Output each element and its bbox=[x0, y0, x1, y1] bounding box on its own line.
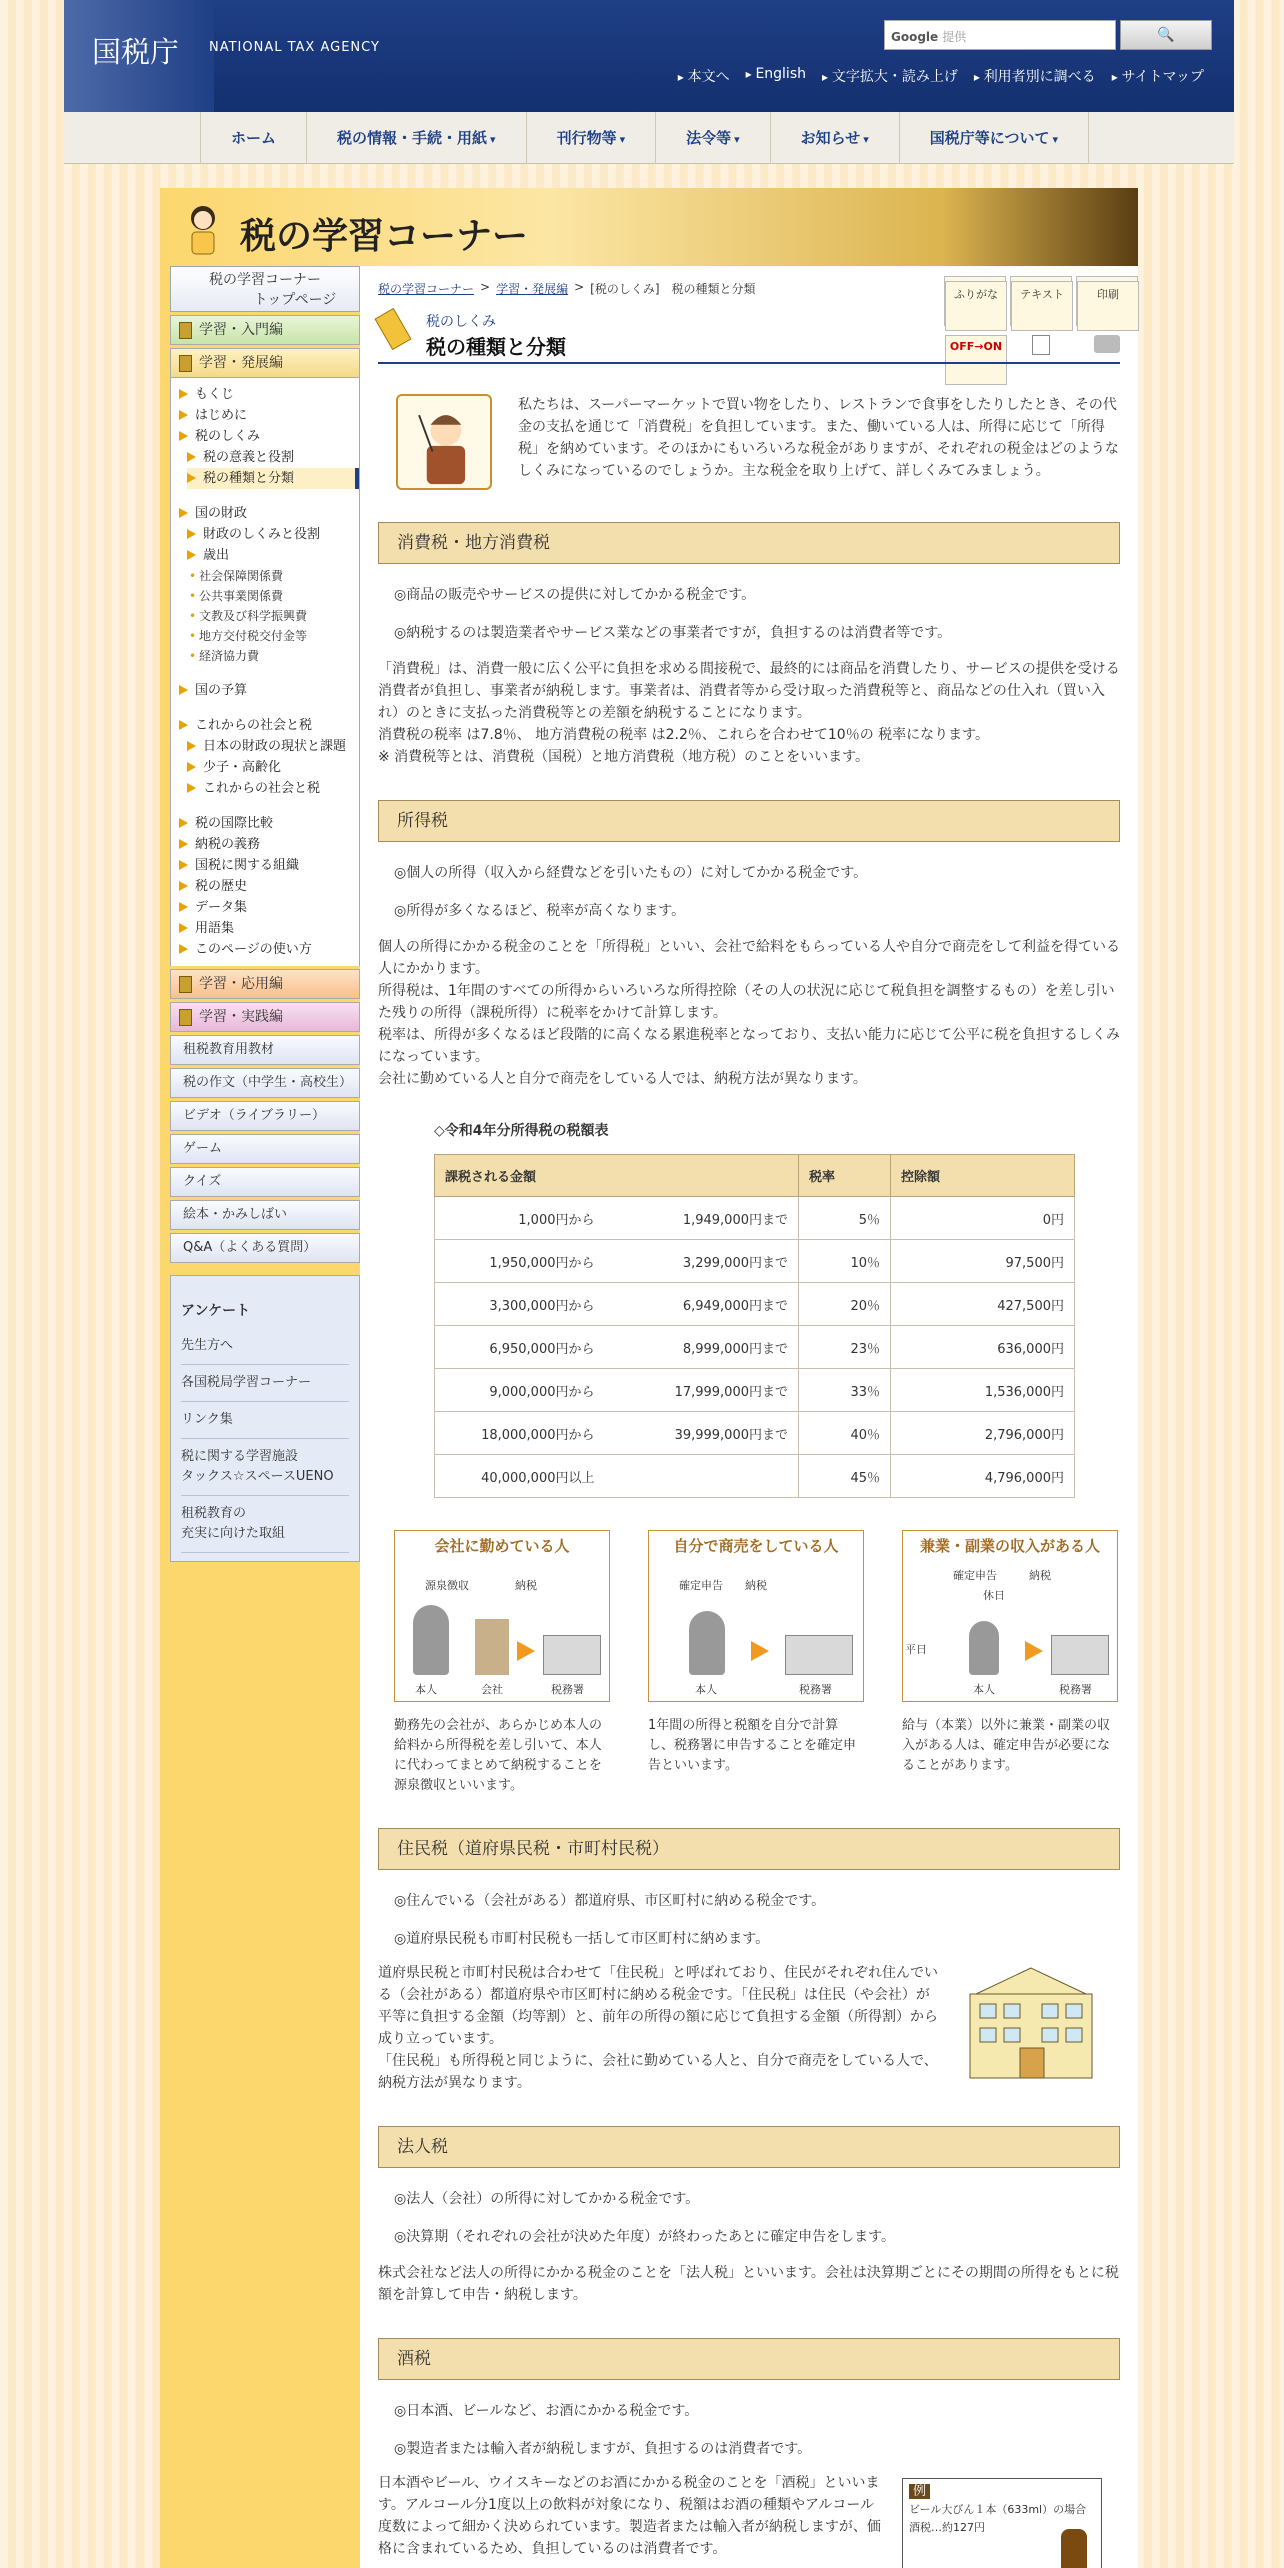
intro-section bbox=[396, 394, 1120, 490]
text-label: テキスト bbox=[1011, 281, 1073, 331]
tax-office-icon bbox=[785, 1635, 853, 1675]
utility-link-main[interactable]: ▸ 本文へ bbox=[678, 66, 730, 86]
resident-p2: 「住民税」も所得税と同じように、会社に勤めている人と、自分で商売をしている人で、納税方法が異なります。 bbox=[378, 2053, 938, 2091]
arrow-right-icon bbox=[751, 1641, 769, 1661]
income-tax-table bbox=[434, 1154, 1075, 1498]
table-header-rate: 税率 bbox=[799, 1155, 891, 1197]
resident-point-1: ◎住んでいる（会社がある）都道府県、市区町村に納める税金です。 bbox=[394, 1893, 826, 1909]
sidebar-cat-development[interactable]: 学習・発展編 bbox=[170, 348, 360, 378]
sidebar-link-materials[interactable]: 租税教育用教材 bbox=[170, 1035, 360, 1065]
sidebar-item-finance[interactable]: 国の財政 bbox=[179, 503, 359, 524]
self-employed-illustration bbox=[648, 1530, 864, 1702]
content-frame bbox=[160, 188, 1138, 2568]
card-self-employed bbox=[648, 1530, 864, 1796]
card-label: 納税 bbox=[515, 1579, 537, 1592]
sidebar-item-contents[interactable]: もくじ bbox=[179, 384, 359, 405]
city-hall-illustration bbox=[956, 1964, 1106, 2082]
sidebar-item-econ-coop[interactable]: • 経済協力費 bbox=[189, 646, 359, 666]
card-employee bbox=[394, 1530, 610, 1796]
consumption-point-1: ◎商品の販売やサービスの提供に対してかかる税金です。 bbox=[394, 587, 756, 603]
search-placeholder: 提供 bbox=[942, 30, 967, 44]
corner-banner bbox=[160, 188, 1138, 266]
card-label: 確定申告 bbox=[679, 1579, 723, 1592]
card-text: 勤務先の会社が、あらかじめ本人の給料から所得税を差し引いて、本人に代わってまとめて納税することを源泉徴収といいます。 bbox=[394, 1718, 603, 1793]
nav-laws[interactable]: 法令等 ▾ bbox=[655, 112, 770, 164]
education-line2: 充実に向けた取組 bbox=[181, 1526, 286, 1541]
utility-links bbox=[678, 66, 1204, 86]
card-label: 平日 bbox=[905, 1643, 927, 1656]
section-heading-consumption: 消費税・地方消費税 bbox=[378, 522, 1120, 564]
sidebar-link-essay[interactable]: 税の作文（中学生・高校生） bbox=[170, 1068, 360, 1098]
sidebar-item-aging[interactable]: 少子・高齢化 bbox=[187, 757, 359, 778]
income-point-1: ◎個人の所得（収入から経費などを引いたもの）に対してかかる税金です。 bbox=[394, 865, 868, 881]
corporate-paragraph: 株式会社など法人の所得にかかる税金のことを「法人税」といいます。会社は決算期ごとにその期間の所得をもとに税額を計算して申告・納税します。 bbox=[378, 2265, 1119, 2303]
nav-news[interactable]: お知らせ ▾ bbox=[770, 112, 899, 164]
employee-illustration bbox=[394, 1530, 610, 1702]
resident-point-2: ◎道府県民税も市町村民税も一括して市区町村に納めます。 bbox=[394, 1931, 770, 1947]
income-p3: 税率は、所得が多くなるほど段階的に高くなる累進税率となっており、支払い能力に応じて公平に税を負担するしくみになっています。 bbox=[378, 1027, 1120, 1065]
card-label: 税務署 bbox=[551, 1683, 584, 1696]
section-heading-income: 所得税 bbox=[378, 800, 1120, 842]
card-text: 1年間の所得と税額を自分で計算し、税務署に申告することを確定申告といいます。 bbox=[648, 1718, 857, 1773]
resident-paragraph bbox=[378, 1962, 938, 2094]
person-icon bbox=[969, 1621, 999, 1675]
utility-link-sitemap[interactable]: ▸ サイトマップ bbox=[1112, 66, 1204, 86]
sidebar-link-game[interactable]: ゲーム bbox=[170, 1134, 360, 1164]
links-link[interactable]: リンク集 bbox=[181, 1402, 349, 1439]
sidebar bbox=[170, 266, 360, 1562]
sidebar-item-local-grant[interactable]: • 地方交付税交付金等 bbox=[189, 626, 359, 646]
agency-logo[interactable]: 国税庁 bbox=[92, 35, 180, 69]
regional-corner-link[interactable]: 各国税局学習コーナー bbox=[181, 1365, 349, 1402]
table-row: 3,300,000円から 6,949,000円まで 20％ 427,500円 bbox=[435, 1283, 1075, 1326]
table-header-amount: 課税される金額 bbox=[435, 1155, 799, 1197]
sidebar-link-video[interactable]: ビデオ（ライブラリー） bbox=[170, 1101, 360, 1131]
liquor-point-2: ◎製造者または輸入者が納税しますが、負担するのは消費者です。 bbox=[394, 2441, 812, 2457]
crumb-sep: > bbox=[574, 280, 585, 294]
sidebar-submenu bbox=[170, 378, 360, 966]
sidebar-item-japan-finance[interactable]: 日本の財政の現状と課題 bbox=[187, 736, 359, 757]
consumption-paragraph bbox=[378, 658, 1120, 768]
sidebar-item-expenditure[interactable]: 歳出 bbox=[187, 545, 359, 566]
card-label: 本人 bbox=[695, 1683, 717, 1696]
search-button[interactable]: 🔍 bbox=[1120, 20, 1212, 50]
consumption-note: ※ 消費税等とは、消費税（国税）と地方消費税（地方税）のことをいいます。 bbox=[378, 749, 870, 765]
search-input[interactable] bbox=[884, 20, 1116, 50]
card-label: 確定申告 bbox=[953, 1569, 997, 1582]
corporate-point-1: ◎法人（会社）の所得に対してかかる税金です。 bbox=[394, 2191, 700, 2207]
section-heading-corporate: 法人税 bbox=[378, 2126, 1120, 2168]
sidebar-item-future[interactable]: これからの社会と税 bbox=[179, 715, 359, 736]
example-badge: 例 bbox=[909, 2484, 930, 2499]
income-paragraph bbox=[378, 936, 1120, 1090]
corner-title[interactable]: 税の学習コーナー bbox=[240, 215, 529, 257]
intro-text: 私たちは、スーパーマーケットで買い物をしたり、レストランで食事をしたりしたとき、その代金の支払を通じて「消費税」を負担しています。また、働いている人は、所得に応じて「所得税」を納めています。そのほかにもいろいろな税金がありますが、それぞれの税金はどのようなしくみになっているのでしょうか。主な税金を取り上げて、詳しくみてみましょう。 bbox=[518, 397, 1119, 479]
card-text: 給与（本業）以外に兼業・副業の収入がある人は、確定申告が必要になることがあります。 bbox=[902, 1718, 1111, 1773]
sidebar-item-social[interactable]: • 社会保障関係費 bbox=[189, 566, 359, 586]
card-title: 自分で商売をしている人 bbox=[673, 1537, 839, 1555]
sidebar-item-tax-system[interactable]: 税のしくみ bbox=[179, 426, 359, 447]
sidebar-cat-applied[interactable]: 学習・応用編 bbox=[170, 969, 360, 999]
beer-bottle-icon bbox=[1061, 2529, 1087, 2568]
utility-link-by-user[interactable]: ▸ 利用者別に調べる bbox=[974, 66, 1096, 86]
consumption-rate: 消費税の税率 は7.8％、 地方消費税の税率 は2.2％、これらを合わせて10％の 税率になります。 bbox=[378, 727, 990, 743]
arrow-right-icon bbox=[517, 1641, 535, 1661]
crumb-current: [税のしくみ] 税の種類と分類 bbox=[590, 282, 756, 296]
furigana-switch: OFF→ON bbox=[945, 335, 1007, 385]
example-line1: ビール大びん１本（633ml）の場合 bbox=[909, 2503, 1087, 2516]
page-subtitle: 税のしくみ bbox=[426, 314, 496, 330]
resident-p1: 道府県民税と市町村民税は合わせて「住民税」と呼ばれており、住民がそれぞれ住んでいる（会社がある）都道府県や市区町村に納める税金です。「住民税」は住民（や会社）が平等に負担する金額（均等割）と、前年の所得の額に応じて負担する金額（所得割）から成り立っています。 bbox=[378, 1965, 938, 2047]
income-p2: 所得税は、1年間のすべての所得からいろいろな所得控除（その人の状況に応じて税負担を調整するもの）を差し引いた残りの所得（課税所得）に税率をかけて計算します。 bbox=[378, 983, 1115, 1021]
sidebar-item-budget[interactable]: 国の予算 bbox=[179, 680, 359, 701]
education-line1: 租税教育の bbox=[181, 1506, 247, 1521]
income-point-2: ◎所得が多くなるほど、税率が高くなります。 bbox=[394, 903, 686, 919]
section-heading-resident: 住民税（道府県民税・市町村民税） bbox=[378, 1828, 1120, 1870]
furigana-label: ふりがな bbox=[945, 281, 1007, 331]
company-icon bbox=[475, 1619, 509, 1675]
utility-link-english[interactable]: ▸ English bbox=[746, 66, 806, 86]
tax-office-icon bbox=[1051, 1635, 1109, 1675]
card-label: 会社 bbox=[481, 1683, 503, 1696]
card-label: 税務署 bbox=[799, 1683, 832, 1696]
table-row: 1,000円から 1,949,000円まで 5％ 0円 bbox=[435, 1197, 1075, 1240]
pencil-icon bbox=[374, 308, 411, 350]
sidebar-item-tax-types[interactable]: 税の種類と分類 bbox=[187, 468, 359, 489]
card-label: 休日 bbox=[983, 1589, 1005, 1602]
sidebar-item-intl[interactable]: 税の国際比較 bbox=[179, 813, 359, 834]
page-title bbox=[378, 311, 1120, 364]
income-p4: 会社に勤めている人と自分で商売をしている人では、納税方法が異なります。 bbox=[378, 1071, 867, 1087]
agency-logo-en: NATIONAL TAX AGENCY bbox=[209, 40, 380, 55]
resident-body bbox=[378, 1962, 1120, 2094]
sidebar-top-line2: トップページ bbox=[253, 292, 337, 308]
sidebar-extra-box bbox=[170, 1275, 360, 1562]
liquor-point-1: ◎日本酒、ビールなど、お酒にかかる税金です。 bbox=[394, 2403, 699, 2419]
table-row: 18,000,000円から 39,999,000円まで 40％ 2,796,000円 bbox=[435, 1412, 1075, 1455]
sidebar-item-org[interactable]: 国税に関する組織 bbox=[179, 855, 359, 876]
consumption-point-2: ◎納税するのは製造業者やサービス業などの事業者ですが，負担するのは消費者等です。 bbox=[394, 625, 952, 641]
facility-line1: 税に関する学習施設 bbox=[181, 1449, 299, 1464]
liquor-paragraph: 日本酒やビール、ウイスキーなどのお酒にかかる税金のことを「酒税」といいます。アルコール分1度以上の飲料が対象になり、税額はお酒の種類やアルコール度数によって細かく決められています。製造者または輸入者が納税しますが、価格に含まれているため、負担しているのは消費者です。 bbox=[378, 2475, 881, 2557]
sidebar-item-public-works[interactable]: • 公共事業関係費 bbox=[189, 586, 359, 606]
consumption-body: 「消費税」は、消費一般に広く公平に負担を求める間接税で、最終的には商品を消費したり、サービスの提供を受ける消費者が負担し、事業者が納税します。事業者は、消費者等から受け取った消費税等と、商品などの仕入れ（買い入れ）のときに支払った消費税等との差額を納税することになります。 bbox=[378, 661, 1120, 721]
sidebar-item-history[interactable]: 税の歴史 bbox=[179, 876, 359, 897]
card-title: 会社に勤めている人 bbox=[434, 1537, 570, 1555]
person-icon bbox=[689, 1611, 725, 1675]
income-p1: 個人の所得にかかる税金のことを「所得税」といい、会社で給料をもらっている人や自分で商売をして利益を得ている人にかかります。 bbox=[378, 939, 1120, 977]
table-row: 1,950,000円から 3,299,000円まで 10％ 97,500円 bbox=[435, 1240, 1075, 1283]
table-header-deduction: 控除額 bbox=[891, 1155, 1075, 1197]
table-row: 40,000,000円以上 45％ 4,796,000円 bbox=[435, 1455, 1075, 1498]
payment-method-cards bbox=[394, 1530, 1120, 1796]
card-label: 税務署 bbox=[1059, 1683, 1092, 1696]
nav-home[interactable]: ホーム bbox=[200, 112, 306, 164]
sidebar-cat-intro[interactable]: 学習・入門編 bbox=[170, 315, 360, 345]
sidebar-link-picture-book[interactable]: 絵本・かみしばい bbox=[170, 1200, 360, 1230]
sidebar-item-duty[interactable]: 納税の義務 bbox=[179, 834, 359, 855]
table-row: 9,000,000円から 17,999,000円まで 33％ 1,536,000円 bbox=[435, 1369, 1075, 1412]
sidebar-link-qa[interactable]: Q&A（よくある質問） bbox=[170, 1233, 360, 1263]
side-job-illustration bbox=[902, 1530, 1118, 1702]
survey-link[interactable]: アンケート bbox=[181, 1303, 251, 1319]
sidebar-item-data[interactable]: データ集 bbox=[179, 897, 359, 918]
card-label: 本人 bbox=[973, 1683, 995, 1696]
nav-about[interactable]: 国税庁等について ▾ bbox=[899, 112, 1089, 164]
main-content bbox=[360, 266, 1138, 2568]
sidebar-cat-practice[interactable]: 学習・実践編 bbox=[170, 1002, 360, 1032]
google-brand: Google bbox=[891, 30, 939, 44]
sidebar-item-howto[interactable]: このページの使い方 bbox=[179, 939, 359, 960]
facility-line2: タックス☆スペースUENO bbox=[181, 1469, 334, 1484]
crumb-development[interactable]: 学習・発展編 bbox=[496, 282, 569, 296]
liquor-example-box bbox=[902, 2478, 1102, 2568]
teachers-link[interactable]: 先生方へ bbox=[181, 1328, 349, 1365]
sidebar-item-future-tax[interactable]: これからの社会と税 bbox=[187, 778, 359, 799]
global-nav bbox=[64, 112, 1234, 164]
girl-mascot-icon bbox=[182, 202, 224, 258]
section-heading-liquor: 酒税 bbox=[378, 2338, 1120, 2380]
card-label: 納税 bbox=[745, 1579, 767, 1592]
sidebar-item-intro[interactable]: はじめに bbox=[179, 405, 359, 426]
sidebar-top-line1: 税の学習コーナー bbox=[209, 272, 321, 288]
crumb-corner[interactable]: 税の学習コーナー bbox=[378, 282, 475, 296]
tax-table-title: ◇令和4年分所得税の税額表 bbox=[434, 1123, 609, 1139]
example-line2: 酒税…約127円 bbox=[909, 2521, 985, 2534]
nav-publications[interactable]: 刊行物等 ▾ bbox=[526, 112, 656, 164]
liquor-body bbox=[378, 2472, 1120, 2568]
card-label: 納税 bbox=[1029, 1569, 1051, 1582]
corporate-point-2: ◎決算期（それぞれの会社が決めた年度）が終わったあとに確定申告をします。 bbox=[394, 2229, 895, 2245]
education-link[interactable] bbox=[181, 1496, 349, 1553]
facility-link[interactable] bbox=[181, 1439, 349, 1496]
crumb-sep: > bbox=[480, 280, 491, 294]
sidebar-item-finance-system[interactable]: 財政のしくみと役割 bbox=[187, 524, 359, 545]
person-icon bbox=[413, 1605, 449, 1675]
nav-tax-info[interactable]: 税の情報・手続・用紙 ▾ bbox=[306, 112, 526, 164]
utility-link-text-size[interactable]: ▸ 文字拡大・読み上げ bbox=[822, 66, 958, 86]
sidebar-top-link[interactable] bbox=[170, 266, 360, 312]
sidebar-link-quiz[interactable]: クイズ bbox=[170, 1167, 360, 1197]
tax-office-icon bbox=[543, 1635, 601, 1675]
table-row: 6,950,000円から 8,999,000円まで 23％ 636,000円 bbox=[435, 1326, 1075, 1369]
sidebar-item-glossary[interactable]: 用語集 bbox=[179, 918, 359, 939]
card-title: 兼業・副業の収入がある人 bbox=[919, 1537, 1100, 1555]
teacher-illustration bbox=[396, 394, 492, 490]
card-label: 本人 bbox=[415, 1683, 437, 1696]
arrow-right-icon bbox=[1025, 1641, 1043, 1661]
card-side-job bbox=[902, 1530, 1118, 1796]
site-header bbox=[64, 0, 1234, 112]
page-heading: 税の種類と分類 bbox=[426, 335, 566, 359]
sidebar-item-tax-meaning[interactable]: 税の意義と役割 bbox=[187, 447, 359, 468]
card-label: 源泉徴収 bbox=[425, 1579, 469, 1592]
print-label: 印刷 bbox=[1077, 281, 1139, 331]
sidebar-item-education[interactable]: • 文教及び科学振興費 bbox=[189, 606, 359, 626]
